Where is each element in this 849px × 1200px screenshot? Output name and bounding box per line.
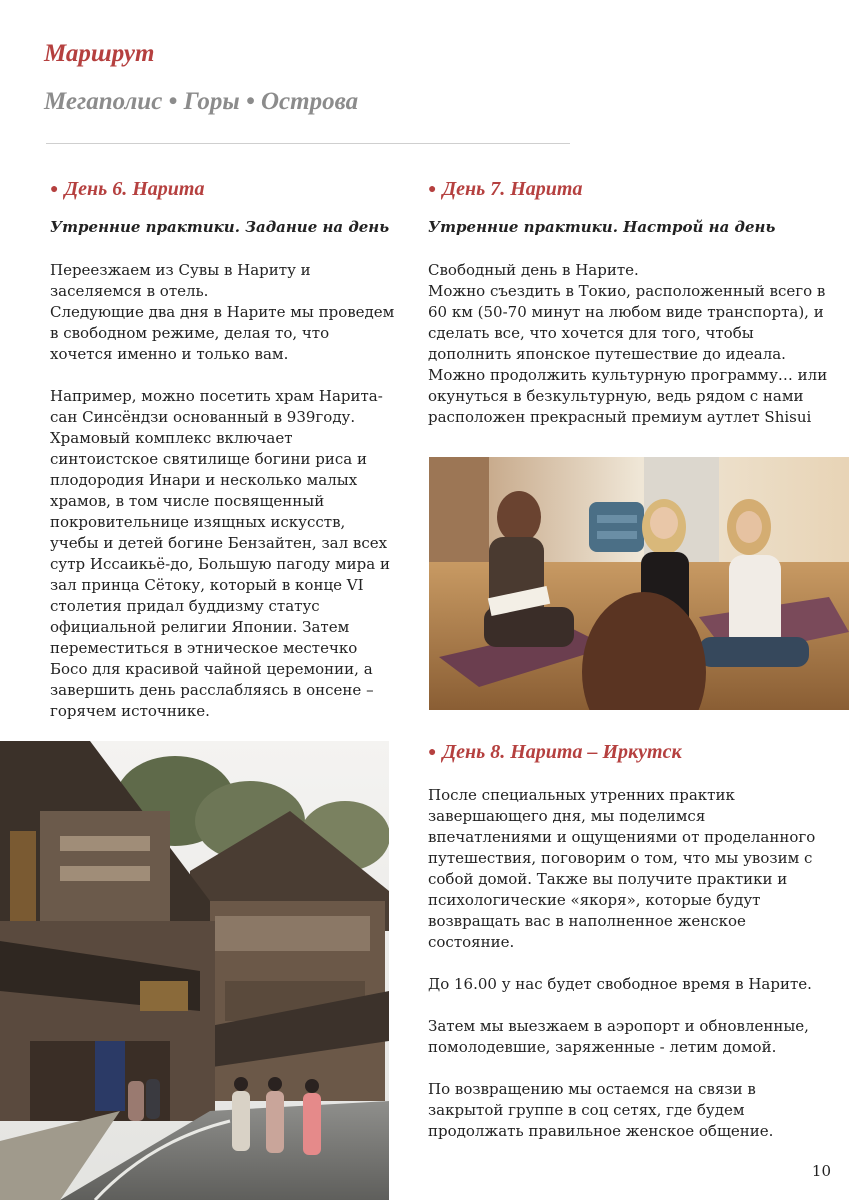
page-title: Маршрут — [44, 40, 155, 67]
day8-paragraph: До 16.00 у нас будет свободное время в Нарите. — [428, 975, 812, 993]
yoga-group-photo — [429, 457, 849, 710]
day6-body — [50, 260, 396, 722]
day8-paragraph: По возвращению мы остаемся на связи в закрытой группе в соц сетях, где будем продолжать правильное женское общение. — [428, 1080, 774, 1140]
day6-heading — [50, 178, 205, 201]
bullet-icon: ● — [50, 182, 59, 197]
day8-heading — [428, 741, 682, 764]
day6-heading-text: День 6. Нарита — [64, 178, 205, 200]
bullet-icon: ● — [428, 745, 437, 760]
page-subtitle: Мегаполис • Горы • Острова — [44, 88, 359, 115]
header-divider — [46, 143, 570, 144]
day8-paragraph: Затем мы выезжаем в аэропорт и обновленные, помолодевшие, заряженные - летим домой. — [428, 1017, 809, 1056]
day7-heading-text: День 7. Нарита — [442, 178, 583, 200]
day6-practice: Утренние практики. Задание на день — [50, 218, 390, 236]
day8-paragraph: После специальных утренних практик завершающего дня, мы поделимся впечатлениями и ощущениями от проделанного путешествия, поговорим о том, что мы увозим с собой домой. Также вы получите практики и психологические «якоря», которые будут возвращать вас в наполненное женское состояние. — [428, 786, 816, 951]
day7-heading — [428, 178, 583, 201]
narita-street-photo — [0, 741, 389, 1200]
day6-paragraph: Например, можно посетить храм Нарита-сан Синсёндзи основанный в 939году. Храмовый комплекс включает синтоистское святилище богини риса и плодородия Инари и несколько малых храмов, в том числе посвященный покровительнице изящных искусств, учебы и детей богине Бензайтен, зал всех сутр Иссаикьё-до, Большую пагоду мира и зал принца Сётоку, который в конце VI столетия придал буддизму статус официальной религии Японии. Затем переместиться в этническое местечко Босо для красивой чайной церемонии, а завершить день расслабляясь в онсене – горячем источнике. — [50, 387, 390, 720]
day8-heading-text: День 8. Нарита – Иркутск — [442, 741, 682, 763]
day7-paragraph: Свободный день в Нарите. Можно съездить в Токио, расположенный всего в 60 км (50-70 минут на любом виде транспорта), и сделать все, что хочется для того, чтобы дополнить японское путешествие до идеала. Можно продолжить культурную программу… или окунуться в безкультурную, ведь рядом с нами расположен прекрасный премиум аутлет Shisui — [428, 261, 828, 426]
day7-body — [428, 260, 828, 428]
day8-body — [428, 785, 828, 1142]
page-number: 10 — [811, 1162, 831, 1180]
day6-paragraph: Переезжаем из Сувы в Нариту и заселяемся в отель. Следующие два дня в Нарите мы проведем в свободном режиме, делая то, что хочется именно и только вам. — [50, 261, 395, 363]
day7-practice: Утренние практики. Настрой на день — [428, 218, 776, 236]
bullet-icon: ● — [428, 182, 437, 197]
